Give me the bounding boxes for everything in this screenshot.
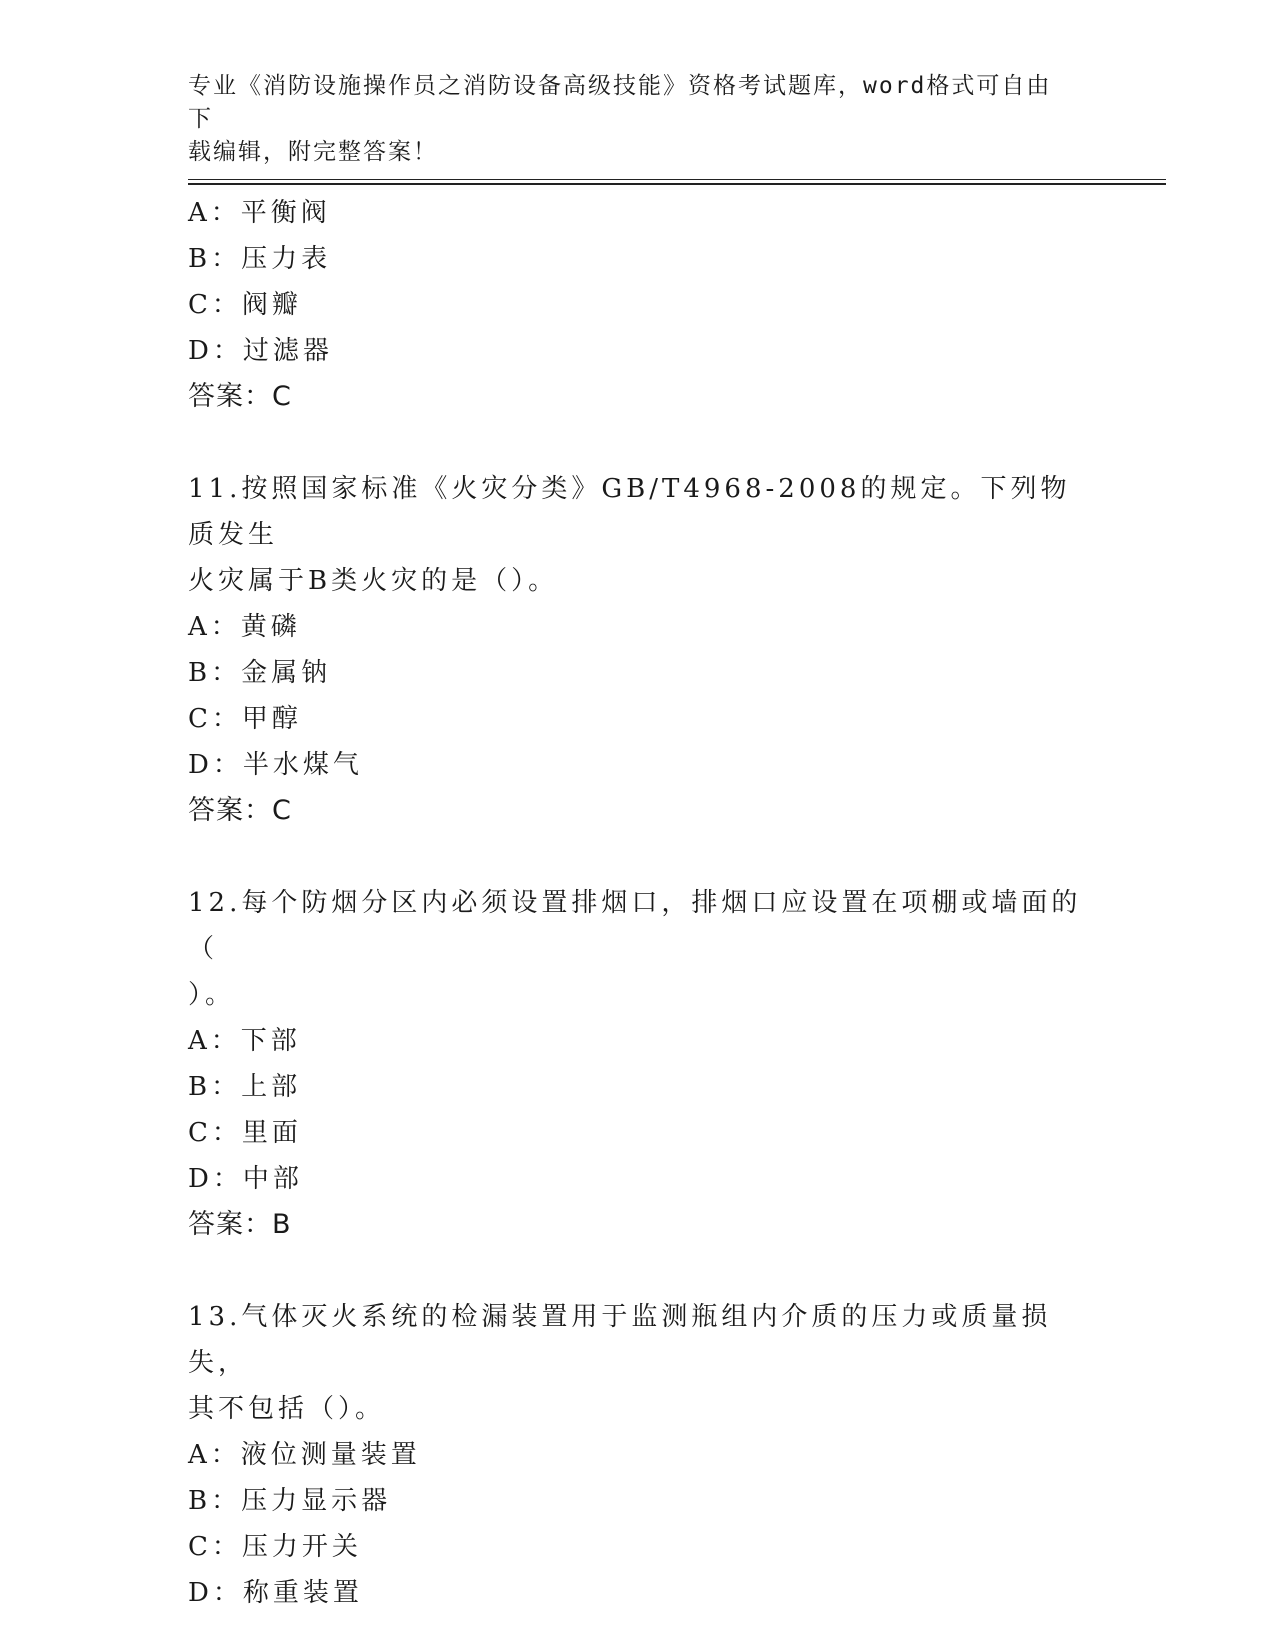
- option-a: A：黄磷: [188, 612, 301, 642]
- header-line-2: 载编辑，附完整答案！: [188, 139, 438, 165]
- option-c: C：阀瓣: [188, 290, 302, 320]
- question-13: [188, 1294, 1088, 1616]
- question-list: [188, 190, 1088, 1616]
- option-d: D：中部: [188, 1164, 303, 1194]
- answer-line: 答案：B: [188, 1209, 292, 1240]
- option-c: C：压力开关: [188, 1532, 362, 1562]
- header-divider-thin: [188, 179, 1166, 180]
- option-b: B：金属钠: [188, 658, 332, 688]
- option-a: A：液位测量装置: [188, 1440, 421, 1470]
- question-12: [188, 880, 1088, 1248]
- question-text-line-1: 11.按照国家标准《火灾分类》GB/T4968-2008的规定。下列物质发生: [188, 474, 1071, 550]
- header-line-1: 专业《消防设施操作员之消防设备高级技能》资格考试题库，word格式可自由下: [188, 73, 1052, 132]
- header-divider-thick: [188, 183, 1166, 185]
- question-10: [188, 190, 1088, 420]
- document-header: [188, 70, 1068, 169]
- option-d: D：半水煤气: [188, 750, 363, 780]
- question-text-line-2: 其不包括（）。: [188, 1394, 386, 1424]
- option-c: C：里面: [188, 1118, 302, 1148]
- option-d: D：过滤器: [188, 336, 333, 366]
- option-b: B：上部: [188, 1072, 302, 1102]
- answer-line: 答案：C: [188, 795, 292, 826]
- question-text-line-2: ）。: [188, 980, 236, 1010]
- option-a: A：下部: [188, 1026, 301, 1056]
- option-a: A：平衡阀: [188, 198, 331, 228]
- option-b: B：压力表: [188, 244, 332, 274]
- question-text-line-1: 13.气体灭火系统的检漏装置用于监测瓶组内介质的压力或质量损失，: [188, 1302, 1052, 1378]
- option-b: B：压力显示器: [188, 1486, 392, 1516]
- question-text-line-2: 火灾属于B类火灾的是（）。: [188, 566, 559, 596]
- question-11: [188, 466, 1088, 834]
- question-text-line-1: 12.每个防烟分区内必须设置排烟口，排烟口应设置在项棚或墙面的（: [188, 888, 1082, 964]
- option-c: C：甲醇: [188, 704, 302, 734]
- option-d: D：称重装置: [188, 1578, 363, 1608]
- answer-line: 答案：C: [188, 381, 292, 412]
